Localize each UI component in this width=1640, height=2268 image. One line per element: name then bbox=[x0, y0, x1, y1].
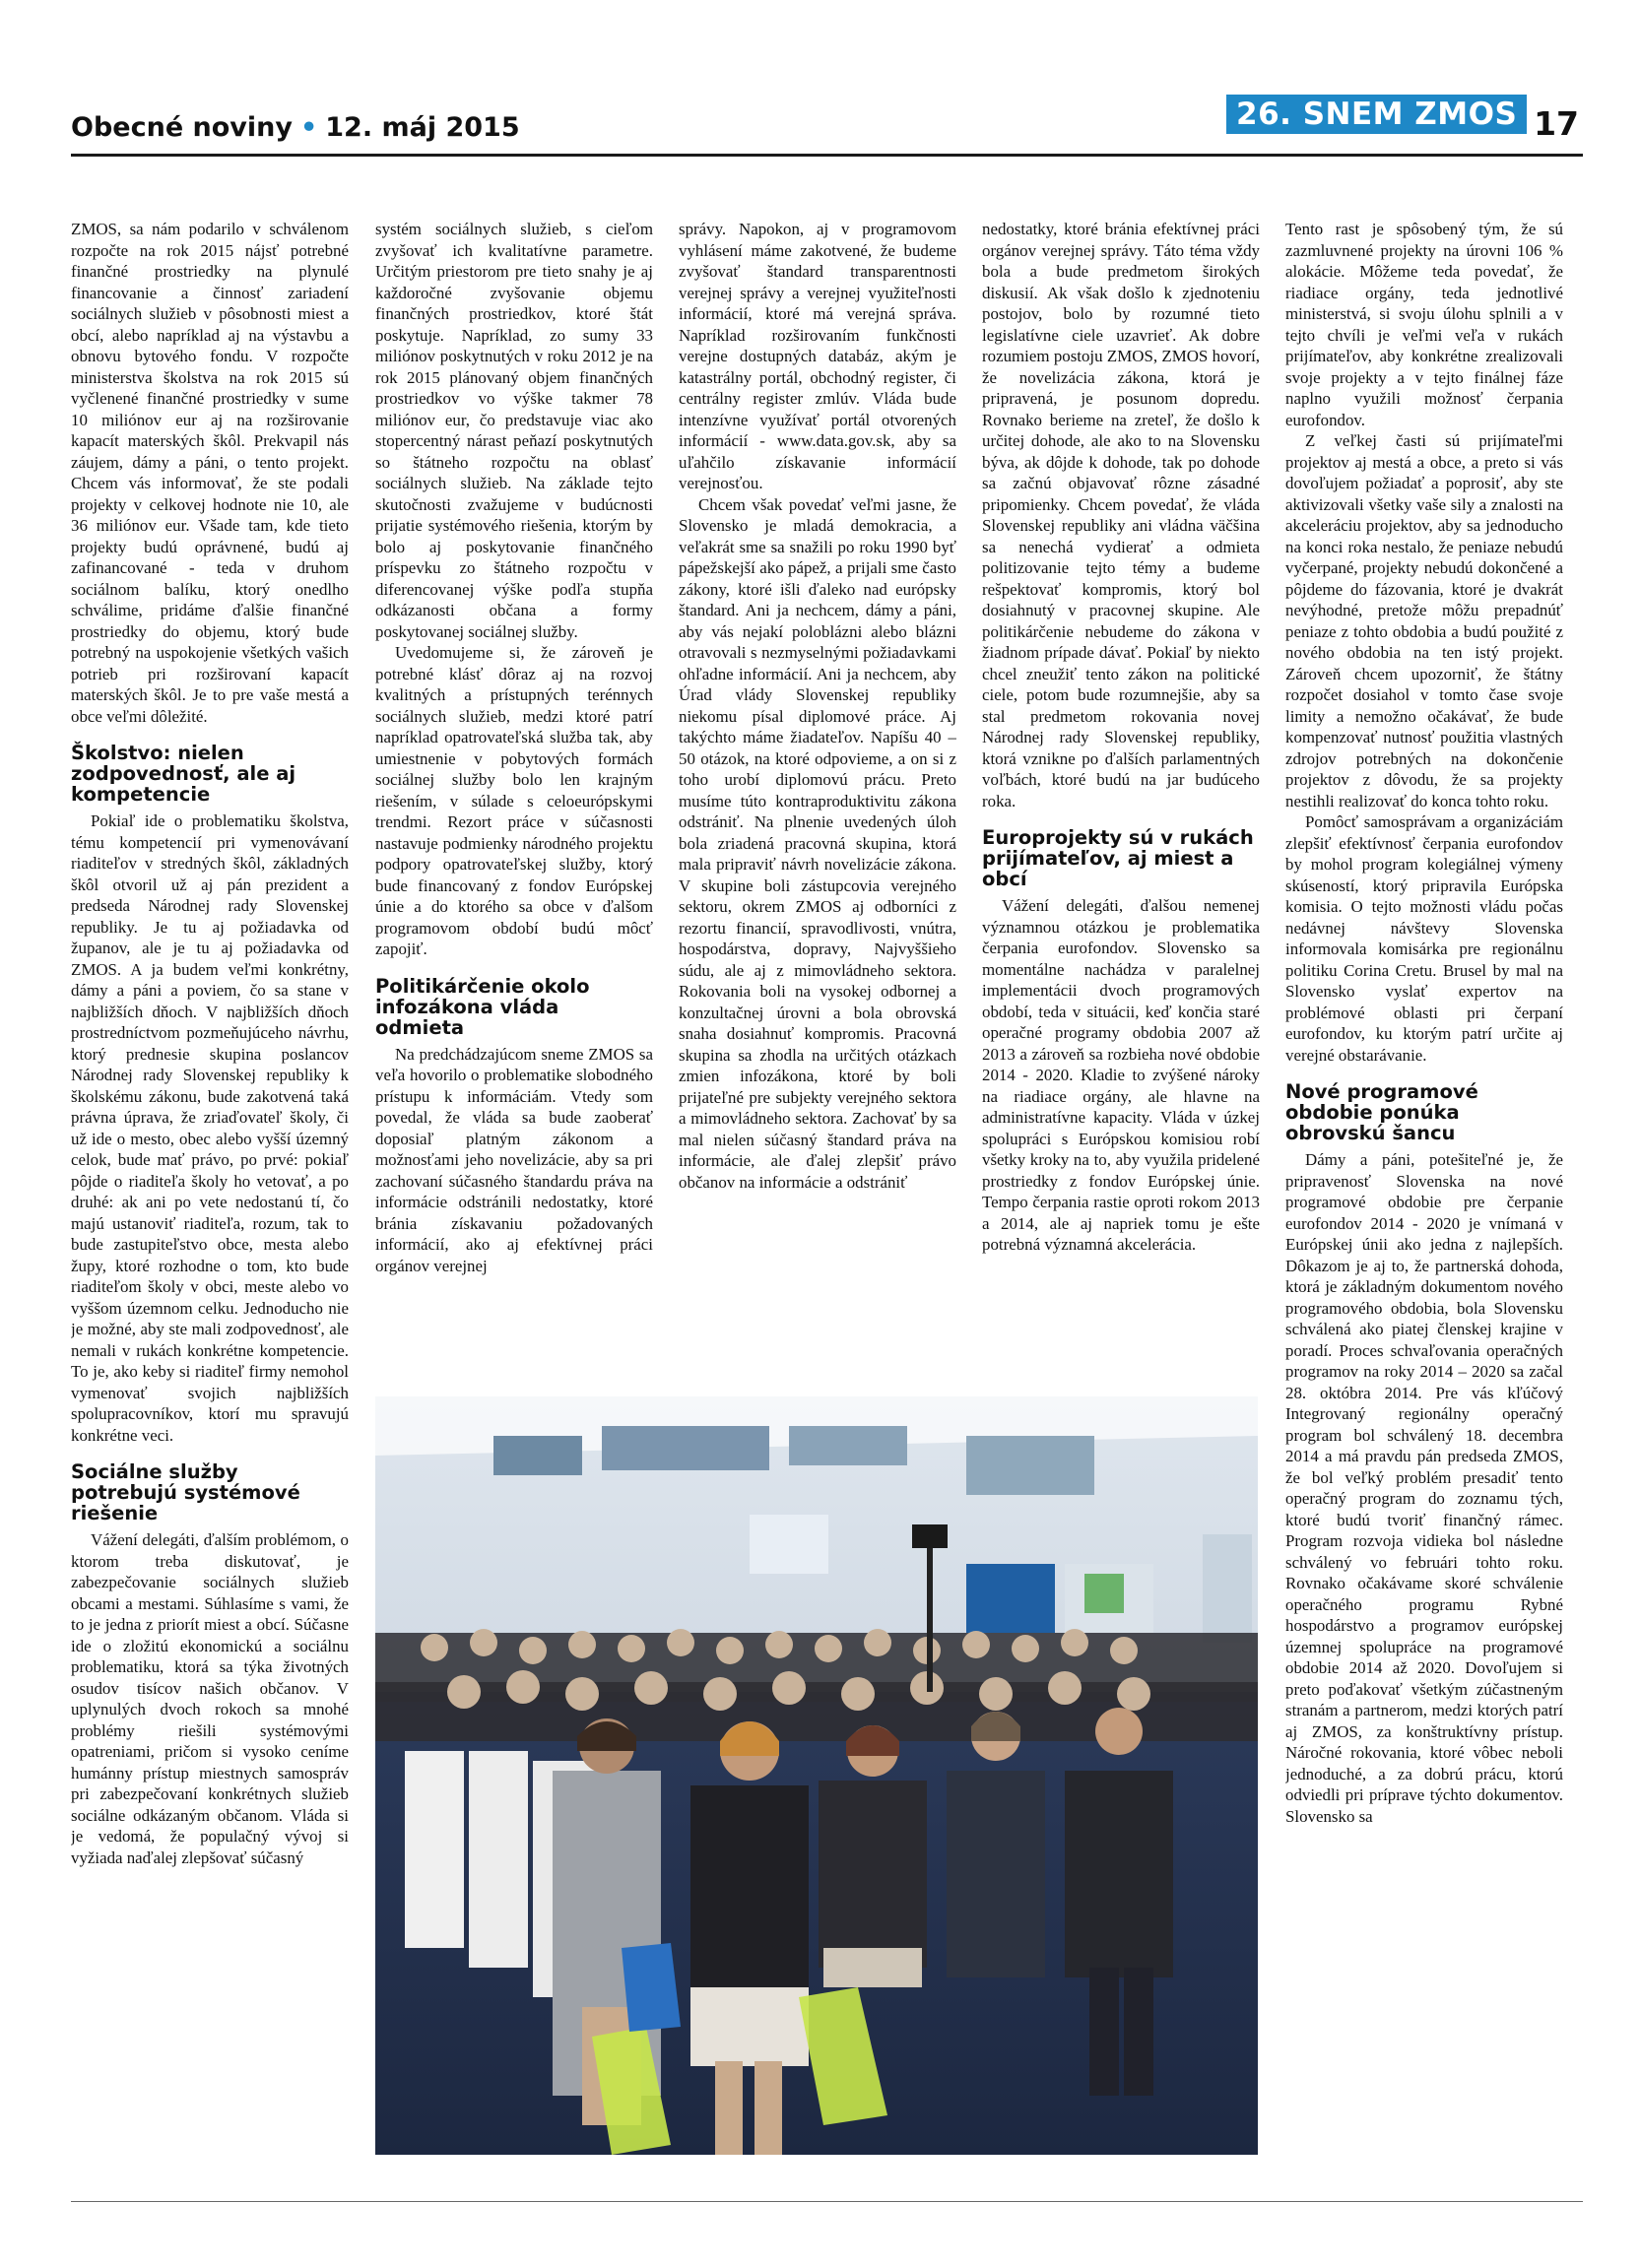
article-column-3 bbox=[679, 219, 956, 1386]
page-number: 17 bbox=[1534, 104, 1579, 143]
paragraph: Tento rast je spôsobený tým, že sú zazmluvnené projekty na úrovni 106 % alokácie. Môžeme teda povedať, že riadiace orgány, teda jednotlivé ministerstvá, si svoju úlohu splnili a v tejto chvíli je veľmi veľa v rukách prijímateľov, aby konkrétne zrealizovali svoje projekty a v tejto finálnej fáze naplno využili možnosť čerpania eurofondov. bbox=[1285, 220, 1563, 429]
paragraph: Vážení delegáti, ďalšou nemenej významnou otázkou je problematika čerpania eurofondov. Slovensko sa momentálne nachádza v paralelnej implementácii dvoch programových období, teda v situácii, keď končia staré operačné programy obdobia 2007 až 2013 a zároveň sa rozbieha nové obdobie 2014 - 2020. Kladie to zvýšené nároky na riadiace orgány, ale hlavne na administratívne kapacity. Vláda v úzkej spolupráci s Európskou komisiou robí všetky kroky na to, aby využila pridelené prostriedky z fondov Európskej únie. Tempo čerpania rastie oproti rokom 2013 a 2014, ale aj napriek tomu je ešte potrebná významná akcelerácia. bbox=[982, 896, 1260, 1254]
paragraph: správy. Napokon, aj v programovom vyhlásení máme zakotvené, že budeme zvyšovať štandard transparentnosti verejnej správy a verejnej využiteľnosti informácií, ktoré má verejná správa. Napríklad rozširovaním funkčnosti verejne dostupných databáz, akým je katastrálny portál, obchodný register, či centrálny register zmlúv. Vláda bude intenzívne využívať portál otvorených informácií - www.data.gov.sk, aby sa uľahčilo získavanie informácií verejnosťou. bbox=[679, 220, 956, 492]
paragraph: Dámy a páni, potešiteľné je, že pripravenosť Slovenska na nové programové obdobie pre čerpanie eurofondov 2014 - 2020 je vnímaná v Európskej únii ako jedna z najlepších. Dôkazom je aj to, že partnerská dohoda, ktorá je základným dokumentom nového programového obdobia, bola Slovensku schválená ako piatej členskej krajine v poradí. Proces schvaľovania operačných programov na roky 2014 – 2020 sa začal 28. októbra 2014. Pre vás kľúčový Integrovaný regionálny operačný program bol schválený 18. decembra 2014 a má pravdu pán predseda ZMOS, že bol veľký problém presadiť tento operačný program do zoznamu tých, ktoré budú tvoriť finančný rámec. Program rozvoja vidieka bol následne schválený vo februári tohto roku. Rovnako očakávame skoré schválenie operačného programu Rybné hospodárstvo a programov európskej územnej spolupráce na programové obdobie 2014 až 2020. Dovoľujem si preto poďakovať všetkým zúčastneným stranám a partnerom, medzi ktorých patrí aj ZMOS, za konštruktívny prístup. Náročné rokovania, ktoré vôbec neboli jednoduché, a za dobrú prácu, ktorú odviedli pri príprave týchto dokumentov. Slovensko sa bbox=[1285, 1150, 1563, 1826]
bullet-separator: • bbox=[299, 112, 318, 143]
subheading: Politikárčenie okolo infozákona vláda odmieta bbox=[375, 974, 590, 1039]
issue-date: 12. máj 2015 bbox=[325, 112, 520, 143]
subheading: Nové programové obdobie ponúka obrovskú šancu bbox=[1285, 1080, 1478, 1144]
paragraph: Na predchádzajúcom sneme ZMOS sa veľa hovorilo o problematike slobodného prístupu k informáciám. Vtedy som povedal, že vláda sa bude zaoberať doposiaľ platným zákonom a možnosťami jeho novelizácie, aby sa pri zachovaní súčasného štandardu práva na informácie odstránili nedostatky, ktoré bránia získavaniu požadovaných informácií, ako aj efektívnej práci orgánov verejnej bbox=[375, 1044, 653, 1275]
conference-photo bbox=[375, 1396, 1258, 2155]
article-column-1 bbox=[71, 219, 349, 2228]
paragraph: systém sociálnych služieb, s cieľom zvyšovať ich kvalitatívne parametre. Určitým priestorom pre tieto snahy je aj každoročné zvyšovanie objemu finančných prostriedkov, ktoré štát poskytuje. Napríklad, zo sumy 33 miliónov poskytnutých v roku 2012 je na rok 2015 plánovaný objem finančných prostriedkov vo výške takmer 78 miliónov eur, čo predstavuje viac ako stopercentný nárast peňazí poskytnutých so štátneho rozpočtu na oblasť sociálnych služieb. Na základe tejto skutočnosti zvažujeme v budúcnosti prijatie systémového riešenia, ktorým by bolo aj poskytovanie finančného príspevku zo štátneho rozpočtu v diferencovanej výške podľa stupňa odkázanosti občana a formy poskytovanej sociálnej služby. bbox=[375, 220, 653, 641]
article-column-5 bbox=[1285, 219, 1563, 2228]
paragraph: nedostatky, ktoré bránia efektívnej práci orgánov verejnej správy. Táto téma vždy bola a bude predmetom širokých diskusií. Ak však došlo k zjednoteniu postojov, bolo by rozumné tieto legislatívne ciele uzavrieť. Ak dobre rozumiem postoju ZMOS, ZMOS hovorí, že novelizácia zákona, ktorá je pripravená, je posunom dopredu. Rovnako berieme na zreteľ, že došlo k určitej dohode, ale ako to na Slovensku býva, ak dôjde k dohode, tak po dohode sa začnú objavovať rôzne zásadné pripomienky. Chcem povedať, že vláda Slovenskej republiky ani vládna väčšina sa nenechá vydierať a odmieta politizovanie tejto témy a budeme rešpektovať kompromis, ktorý bol dosiahnutý v pracovnej skupine. Ale politikárčenie nebudeme do zákona v žiadnom prípade dávať. Pokiaľ by niekto chcel zneužiť tento zákon na politické ciele, potom bude rozumnejšie, aby sa stal predmetom rokovania novej Národnej rady Slovenskej republiky, ktorá vznikne po ďalších parlamentných voľbách, ktoré budú na jar budúceho roka. bbox=[982, 220, 1260, 810]
paragraph: Z veľkej časti sú prijímateľmi projektov aj mestá a obce, a preto si vás dovoľujem požiadať a poprosiť, aby ste aktivizovali všetky vaše sily a znalosti na akceleráciu projektov, aby sa jednoducho na konci roka nestalo, že peniaze nebudú vyčerpané, projekty nebudú dokončené a pôjdeme do fázovania, ktoré je dvakrát nevýhodné, pretože môžu prepadnúť peniaze z tohto obdobia a budú použité z nového obdobia na ten istý projekt. Zároveň chcem upozorniť, že štátny rozpočet dosiahol v tomto čase svoje limity a nemožno očakávať, že bude kompenzovať nutnosť použitia vlastných zdrojov potrebných na dokončenie projektov z dôvodu, že sa projekty nestihli realizovať do konca tohto roku. bbox=[1285, 431, 1563, 810]
article-column-2 bbox=[375, 219, 653, 1386]
paragraph: Chcem však povedať veľmi jasne, že Slovensko je mladá demokracia, a veľakrát sme sa snažili po roku 1990 byť pápežskejší ako pápež, a prijali sme často zákony, ktoré išli ďaleko nad európsky štandard. Ani ja nechcem, dámy a páni, aby vás nejakí polobláznі alebo blázni otravovali s nezmyselnými požiadavkami ohľadne informácií. Ani ja nechcem, aby Úrad vlády Slovenskej republiky niekomu písal diplomové práce. Aj takýchto máme žiadateľov. Napíšu 40 – 50 otázok, na ktoré odpovieme, a on si z toho urobí diplomovú prácu. Preto musíme túto kontraproduktivitu zákona odstrániť. Na plnenie uvedených úloh bola zriadená pracovná skupina, ktorá mala pripraviť návrh novelizácie zákona. V skupine boli zástupcovia verejného sektoru, okrem ZMOS aj odborníci z rezortu financií, spravodlivosti, vnútra, hospodárstva, dopravy, Najvyššieho súdu, ale aj z mimovládneho sektora. Rokovania boli na vysokej odbornej a konzultačnej úrovni a bola obrovská snaha dosiahnuť kompromis. Pracovná skupina sa zhodla na určitých otázkach zmien infozákona, ktoré by boli prijateľné pre subjekty verejného sektora a mimovládneho sektora. Zachovať by sa mal nielen súčasný štandard práva na informácie, ale ďalej zlepšiť právo občanov na informácie a odstrániť bbox=[679, 494, 956, 1192]
paragraph: Vážení delegáti, ďalším problémom, o ktorom treba diskutovať, je zabezpečovanie sociálnych služieb obcami a mestami. Súhlasíme s vami, že to je jedna z priorít miest a obcí. Súčasne ide o zložitú ekonomickú a sociálnu problematiku, ktorá sa týka životných osudov tisícov našich občanov. V uplynulých dvoch rokoch sa mnohé problémy riešili systémovými opatreniami, pričom si vysoko ceníme humánny prístup miestnych samospráv pri zabezpečovaní konkrétnych služieb sociálne odkázaným občanom. Vláda si je vedomá, že populačný vývoj si vyžiada naďalej zlepšovať súčasný bbox=[71, 1530, 349, 1867]
masthead bbox=[71, 95, 1583, 157]
paragraph: Pokiaľ ide o problematiku školstva, tému kompetencií pri vymenovávaní riaditeľov v stredných škôl, základných škôl otvoril už aj pán prezident a predseda Národnej rady Slovenskej republiky. Je tu aj požiadavka od županov, ale je tu aj požiadavka od ZMOS. A ja budem veľmi konkrétny, dámy a páni a poviem, čo sa stane v najbližších dňoch. V najbližších dňoch prostredníctvom pozmeňujúceho návrhu, ktorý prednesie skupina poslancov Národnej rady Slovenskej republiky k školskému zákonu, bude zakotvená taká právna úprava, že zriaďovateľ školy, či už ide o mesto, obec alebo vyšší územný celok, bude mať právo, po prvé: pokiaľ pôjde o riaditeľa školy ho vetovať, a po druhé: ak ani po vete nedostanú tí, čo majú ustanoviť riaditeľa, rozum, tak to bude zastupiteľstvo obce, mesta alebo župy, ktoré rozhodne o tom, kto bude riaditeľom školy v obci, meste alebo vo vyššom územnom celku. Jednoducho nie je možné, aby ste mali zodpovednosť, ale nemali v rukách konkrétne kompetencie. To je, ako keby si riaditeľ firmy nemohol vymenovať svojich najbližších spolupracovníkov, ktorí mu spravujú konkrétne veci. bbox=[71, 811, 349, 1445]
paper-title bbox=[71, 112, 520, 143]
paragraph: Uvedomujeme si, že zároveň je potrebné klásť dôraz aj na rozvoj kvalitných a prístupných terénnych sociálnych služieb, medzi ktoré patrí napríklad opatrovateľská služba tak, aby umiestnenie v pobytových formách sociálnej služby bolo len krajným riešením, v súlade s celoeurópskymi trendmi. Rezort práce v súčasnosti nastavuje podmienky národného projektu podpory opatrovateľskej služby, ktorý bude financovaný z fondov Európskej únie a do ktorého sa obce v ďalšom programovom období budú môcť zapojiť. bbox=[375, 643, 653, 958]
subheading: Sociálne služby potrebujú systémové riešenie bbox=[71, 1460, 300, 1524]
paper-name: Obecné noviny bbox=[71, 112, 293, 143]
subheading: Europrojekty sú v rukách prijímateľov, aj miest a obcí bbox=[982, 826, 1254, 890]
article-column-4 bbox=[982, 219, 1260, 1386]
paragraph: ZMOS, sa nám podarilo v schválenom rozpočte na rok 2015 nájsť potrebné finančné prostriedky na plynulé financovanie a činnosť zariadení sociálnych služieb v pôsobnosti miest a obcí, alebo napríklad aj na výstavbu a obnovu bytového fondu. V rozpočte ministerstva školstva na rok 2015 sú vyčlenené finančné prostriedky v sume 10 miliónov eur aj na rozširovanie kapacít materských škôl. Prekvapil nás záujem, dámy a páni, o tento projekt. Chcem vás informovať, že ste podali projekty v celkovej hodnote nie 10, ale 36 miliónov eur. Všade tam, kde tieto projekty budú oprávnené, budú aj zafinancované - teda v druhom sociálnom balíku, ktorý onedlho schválime, pridáme ďalšie finančné prostriedky do objemu, ktorý bude potrebný na uspokojenie všetkých vašich potrieb pri rozširovaní kapacít materských škôl. Je to pre vaše mestá a obce veľmi dôležité. bbox=[71, 220, 349, 726]
section-flag: 26. SNEM ZMOS bbox=[1226, 95, 1527, 134]
bottom-rule bbox=[71, 2201, 1583, 2202]
paragraph: Pomôcť samosprávam a organizáciám zlepšiť efektívnosť čerpania eurofondov by mohol program kolegiálnej výmeny skúseností, ktorý pripravila Európska komisia. O tejto možnosti vládu počas nedávnej návštevy Slovenska informovala komisárka pre regionálnu politiku Corina Cretu. Brusel by mal na Slovensko vyslať expertov na problémové oblasti pri čerpaní eurofondov, ku ktorým patrí určite aj verejné obstarávanie. bbox=[1285, 812, 1563, 1065]
subheading: Školstvo: nielen zodpovednosť, ale aj kompetencie bbox=[71, 742, 296, 806]
